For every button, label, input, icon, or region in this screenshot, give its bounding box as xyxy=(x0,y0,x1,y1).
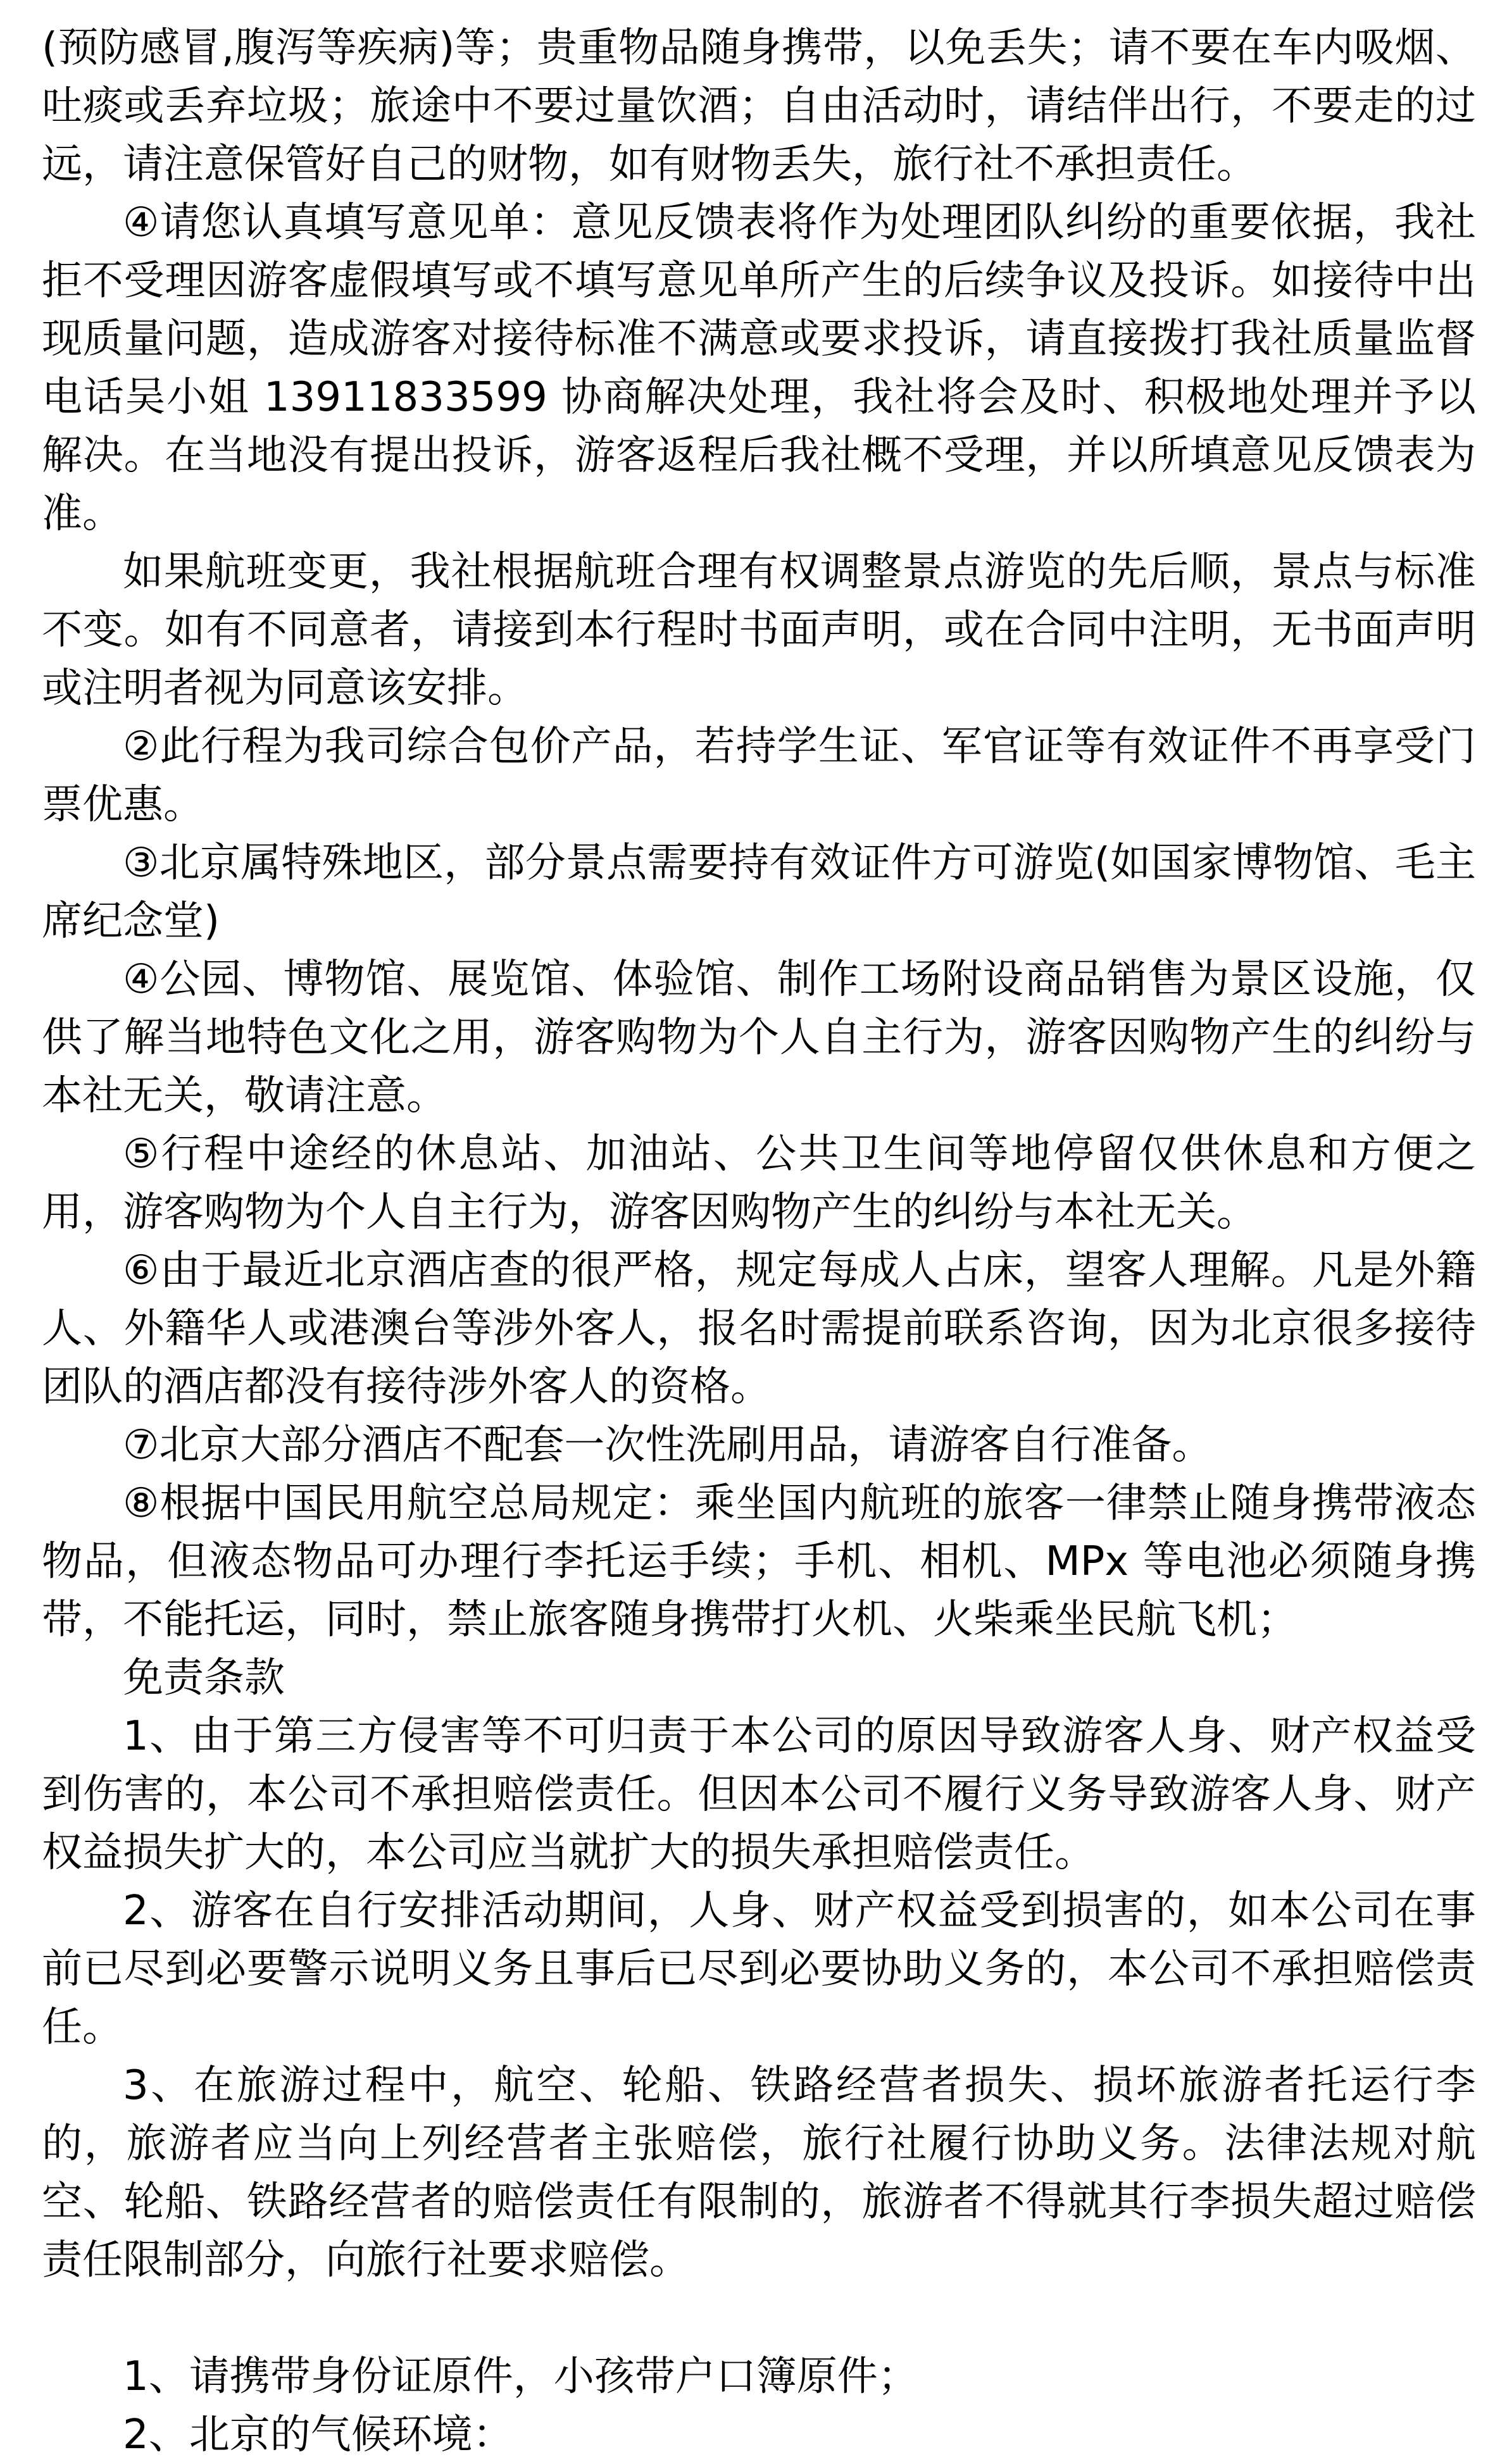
paragraph-shopping-facilities: ④公园、博物馆、展览馆、体验馆、制作工场附设商品销售为景区设施，仅供了解当地特色文化之用，游客购物为个人自主行为，游客因购物产生的纠纷与本社无关，敬请注意。 xyxy=(42,956,1476,1119)
paragraph-rest-stops: ⑤行程中途经的休息站、加油站、公共卫生间等地停留仅供休息和方便之用，游客购物为个人自主行为，游客因购物产生的纠纷与本社无关。 xyxy=(42,1131,1476,1236)
paragraph-package-discount: ②此行程为我司综合包价产品，若持学生证、军官证等有效证件不再享受门票优惠。 xyxy=(42,723,1476,828)
paragraph-hotel-rules: ⑥由于最近北京酒店查的很严格，规定每成人占床，望客人理解。凡是外籍人、外籍华人或港澳台等涉外客人，报名时需提前联系咨询，因为北京很多接待团队的酒店都没有接待涉外客人的资格。 xyxy=(42,1247,1476,1410)
paragraph-disclaimer-1: 1、由于第三方侵害等不可归责于本公司的原因导致游客人身、财产权益受到伤害的，本公司不承担赔偿责任。但因本公司不履行义务导致游客人身、财产权益损失扩大的，本公司应当就扩大的损失承担赔偿责任。 xyxy=(42,1713,1476,1876)
list-item-beijing-climate: 2、北京的气候环境： xyxy=(123,2411,513,2458)
paragraph-disclaimer-3: 3、在旅游过程中，航空、轮船、铁路经营者损失、损坏旅游者托运行李的，旅游者应当向上列经营者主张赔偿，旅行社履行协助义务。法律法规对航空、轮船、铁路经营者的赔偿责任有限制的，旅游者不得就其行李损失超过赔偿责任限制部分，向旅行社要求赔偿。 xyxy=(42,2062,1476,2284)
blank-line xyxy=(42,2289,1476,2348)
paragraph-special-region: ③北京属特殊地区，部分景点需要持有效证件方可游览(如国家博物馆、毛主席纪念堂) xyxy=(42,840,1476,945)
list-item-id-documents: 1、请携带身份证原件，小孩带户口簿原件； xyxy=(123,2353,918,2400)
paragraph-disclaimer-2: 2、游客在自行安排活动期间，人身、财产权益受到损害的，如本公司在事前已尽到必要警示说明义务且事后已尽到必要协助义务的，本公司不承担赔偿责任。 xyxy=(42,1888,1476,2051)
document-page xyxy=(42,19,1476,2464)
paragraph-toiletries: ⑦北京大部分酒店不配套一次性洗刷用品，请游客自行准备。 xyxy=(123,1422,1213,1469)
paragraph-feedback-form: ④请您认真填写意见单：意见反馈表将作为处理团队纠纷的重要依据，我社拒不受理因游客虚假填写或不填写意见单所产生的后续争议及投诉。如接待中出现质量问题，造成游客对接待标准不满意或要求投诉，请直接拨打我社质量监督电话吴小姐 13911833599 协商解决处理，我社将会及时、积极地处理并予以解决。在当地没有提出投诉，游客返程后我社概不受理，并以所填意见反馈表为准。 xyxy=(42,199,1476,537)
paragraph-flight-change: 如果航班变更，我社根据航班合理有权调整景点游览的先后顺，景点与标准不变。如有不同意者，请接到本行程时书面声明，或在合同中注明，无书面声明或注明者视为同意该安排。 xyxy=(42,549,1476,712)
paragraph-health-safety: (预防感冒,腹泻等疾病)等；贵重物品随身携带，以免丢失；请不要在车内吸烟、吐痰或丢弃垃圾；旅途中不要过量饮酒；自由活动时，请结伴出行，不要走的过远，请注意保管好自己的财物，如有财物丢失，旅行社不承担责任。 xyxy=(42,25,1476,188)
paragraph-aviation-rules: ⑧根据中国民用航空总局规定：乘坐国内航班的旅客一律禁止随身携带液态物品，但液态物品可办理行李托运手续；手机、相机、MPx 等电池必须随身携带，不能托运，同时，禁止旅客随身携带打火机、火柴乘坐民航飞机； xyxy=(42,1480,1476,1643)
section-heading-disclaimer: 免责条款 xyxy=(123,1655,285,1702)
